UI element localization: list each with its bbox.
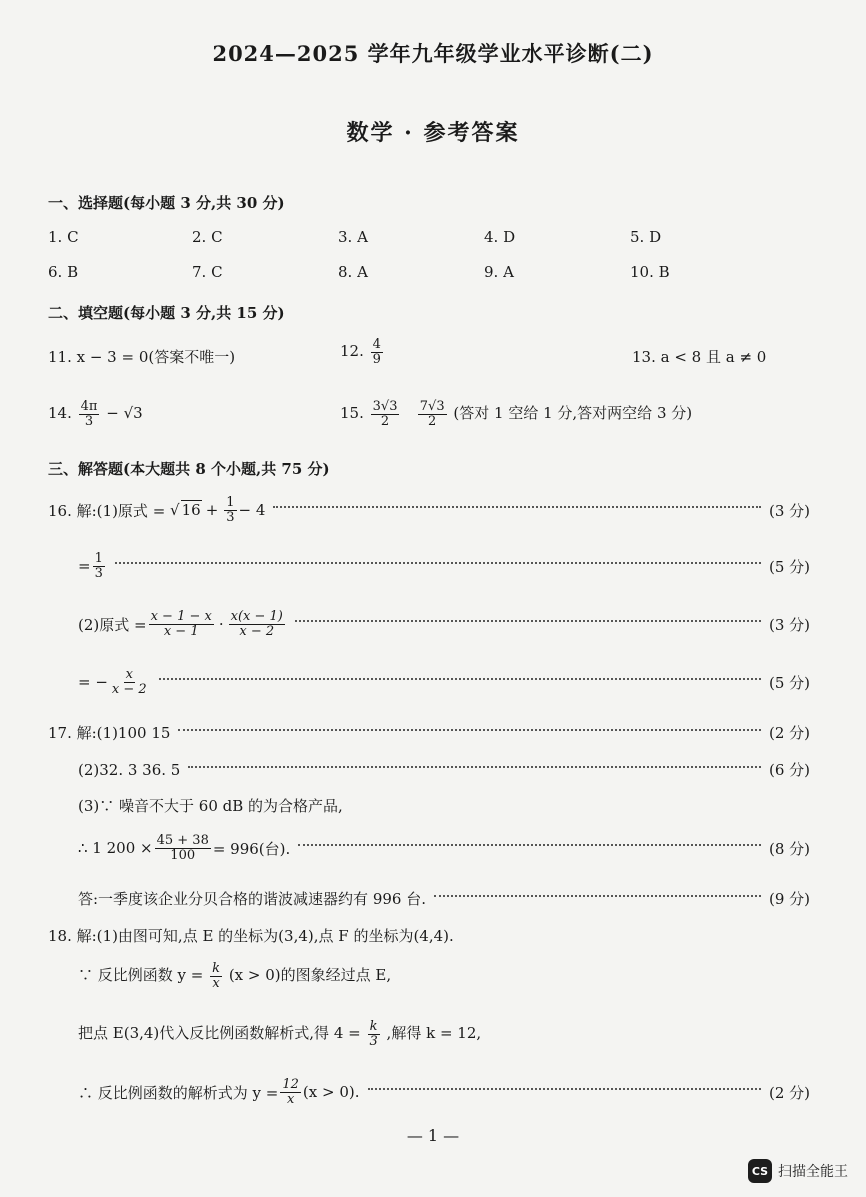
q16-l2-fraction: $\frac{1}{3}$ <box>94 551 103 581</box>
q17-l4-fraction: $\frac{45 + 38}{100}$ <box>156 833 209 863</box>
q17-l4-tail: = 996(台). <box>212 839 291 858</box>
q16-l3-lead: (2)原式 = <box>78 615 147 634</box>
q17-l2: (2)32. 3 36. 5 <box>78 760 181 779</box>
q15-a-denominator: 2 <box>380 413 390 429</box>
mc-answer-7: 7. C <box>192 263 223 281</box>
q12-prefix: 12. <box>340 342 364 361</box>
fill-answer-12 <box>340 338 385 366</box>
q16-line-2 <box>78 552 810 580</box>
q17-line-5 <box>78 888 810 909</box>
q16-line-4 <box>78 668 810 696</box>
q15-prefix: 15. <box>340 404 364 423</box>
page-number: — 1 — <box>406 1126 460 1145</box>
q17-l5: 答:一季度该企业分贝合格的谐波减速器约有 996 台. <box>78 890 426 908</box>
leader-dots <box>115 562 761 564</box>
q15-note: (答对 1 空给 1 分,答对两空给 3 分) <box>453 404 693 423</box>
q15-fraction-b <box>418 400 447 428</box>
fill-answer-13: 13. a < 8 且 a ≠ 0 <box>632 348 767 366</box>
q17-l4-lead: ∴ 1 200 × <box>78 839 153 858</box>
q18-l4-score: (2 分) <box>768 1083 810 1102</box>
leader-dots <box>159 678 761 680</box>
q18-l2-fraction: $\frac{k}{x}$ <box>212 961 221 991</box>
q18-l4-fraction: $\frac{12}{x}$ <box>282 1077 299 1107</box>
q15-b-numerator: 7√3 <box>419 399 445 414</box>
fill-answer-14 <box>48 400 143 428</box>
q14-denominator: 3 <box>84 413 94 429</box>
q16-line-3 <box>78 610 810 638</box>
scanner-logo-icon: CS <box>748 1159 772 1183</box>
document-title: 2024—2025 学年九年级学业水平诊断(二) <box>212 41 654 66</box>
q12-numerator: 4 <box>372 337 381 352</box>
leader-dots <box>273 506 761 508</box>
mc-answer-6: 6. B <box>48 263 79 281</box>
q16-l4-fraction: $\frac{x}{x - 2}$ <box>111 667 147 697</box>
leader-dots <box>295 620 761 622</box>
q17-line-1 <box>48 722 810 743</box>
mc-answer-8: 8. A <box>338 263 368 281</box>
mc-answer-4: 4. D <box>484 228 516 246</box>
leader-dots <box>188 766 761 768</box>
q17-l5-score: (9 分) <box>768 890 810 908</box>
q12-fraction <box>371 338 383 366</box>
scanner-label: 扫描全能王 <box>778 1164 848 1180</box>
section2-heading: 二、填空题(每小题 3 分,共 15 分) <box>48 304 285 322</box>
q14-tail: − √3 <box>106 404 143 423</box>
q16-l3-score: (3 分) <box>768 615 810 634</box>
leader-dots <box>434 895 761 897</box>
mc-answer-2: 2. C <box>192 228 223 246</box>
q15-fraction-a <box>371 400 400 428</box>
q18-l3-fraction: $\frac{k}{3}$ <box>369 1019 378 1049</box>
q18-line-1: 18. 解:(1)由图可知,点 E 的坐标为(3,4),点 F 的坐标为(4,4). <box>48 927 454 945</box>
q15-a-numerator: 3√3 <box>372 399 398 414</box>
q17-l1-score: (2 分) <box>768 724 810 742</box>
q14-prefix: 14. <box>48 404 72 423</box>
q16-l1-lead: 16. 解:(1)原式 = <box>48 501 166 520</box>
q12-denominator: 9 <box>372 351 381 367</box>
q14-fraction <box>79 400 100 428</box>
leader-dots <box>178 729 761 731</box>
q16-l4-lead: = − <box>78 673 108 692</box>
q16-l1-score: (3 分) <box>768 501 810 520</box>
q16-l3-fraction-b: $\frac{x(x - 1)}{x - 2}$ <box>230 609 283 639</box>
mc-answer-1: 1. C <box>48 228 79 246</box>
q14-numerator: 4π <box>80 399 98 414</box>
q15-b-denominator: 2 <box>428 413 437 429</box>
q16-l1-tail: − 4 <box>238 501 266 520</box>
q17-l2-score: (6 分) <box>768 761 810 779</box>
q16-l4-score: (5 分) <box>768 673 810 692</box>
q17-l4-score: (8 分) <box>768 839 810 858</box>
section1-heading: 一、选择题(每小题 3 分,共 30 分) <box>48 194 285 212</box>
q17-line-4 <box>78 834 810 862</box>
q16-l1-plus: + <box>205 501 219 520</box>
q16-l1-fraction: $\frac{1}{3}$ <box>226 495 235 525</box>
leader-dots <box>368 1088 761 1090</box>
mc-answer-10: 10. B <box>630 263 670 281</box>
leader-dots <box>298 844 761 846</box>
q16-l3-fraction-a: $\frac{x - 1 - x}{x - 1}$ <box>150 609 212 639</box>
q18-line-4: ∴ 反比例函数的解析式为 y = $\frac{12}{x}$ (x > 0). (2 分) <box>78 1077 810 1107</box>
q16-line-1 <box>48 496 810 524</box>
q16-l2-lead: = <box>78 557 91 576</box>
document-subtitle: 数学 · 参考答案 <box>346 120 520 146</box>
mc-answer-3: 3. A <box>338 228 368 246</box>
fill-answer-15 <box>340 400 692 428</box>
q17-line-3: (3)∵ 噪音不大于 60 dB 的为合格产品, <box>78 797 343 815</box>
mc-answer-9: 9. A <box>484 263 514 281</box>
section3-heading: 三、解答题(本大题共 8 个小题,共 75 分) <box>48 460 330 478</box>
q16-l3-dot: · <box>218 615 224 634</box>
q17-line-2 <box>78 759 810 780</box>
mc-answer-5: 5. D <box>630 228 662 246</box>
q16-sqrt: √ 16 <box>165 501 201 520</box>
q18-line-3: 把点 E(3,4)代入反比例函数解析式,得 4 = $\frac{k}{3}$ ,解得 k = 12, <box>78 1019 482 1049</box>
q17-l1: 17. 解:(1)100 15 <box>48 724 171 742</box>
fill-answer-11: 11. x − 3 = 0(答案不唯一) <box>48 348 236 366</box>
scanner-watermark <box>748 1159 848 1183</box>
q16-l2-score: (5 分) <box>768 557 810 576</box>
q18-line-2: ∵ 反比例函数 y = $\frac{k}{x}$ (x > 0)的图象经过点 E, <box>78 961 392 991</box>
